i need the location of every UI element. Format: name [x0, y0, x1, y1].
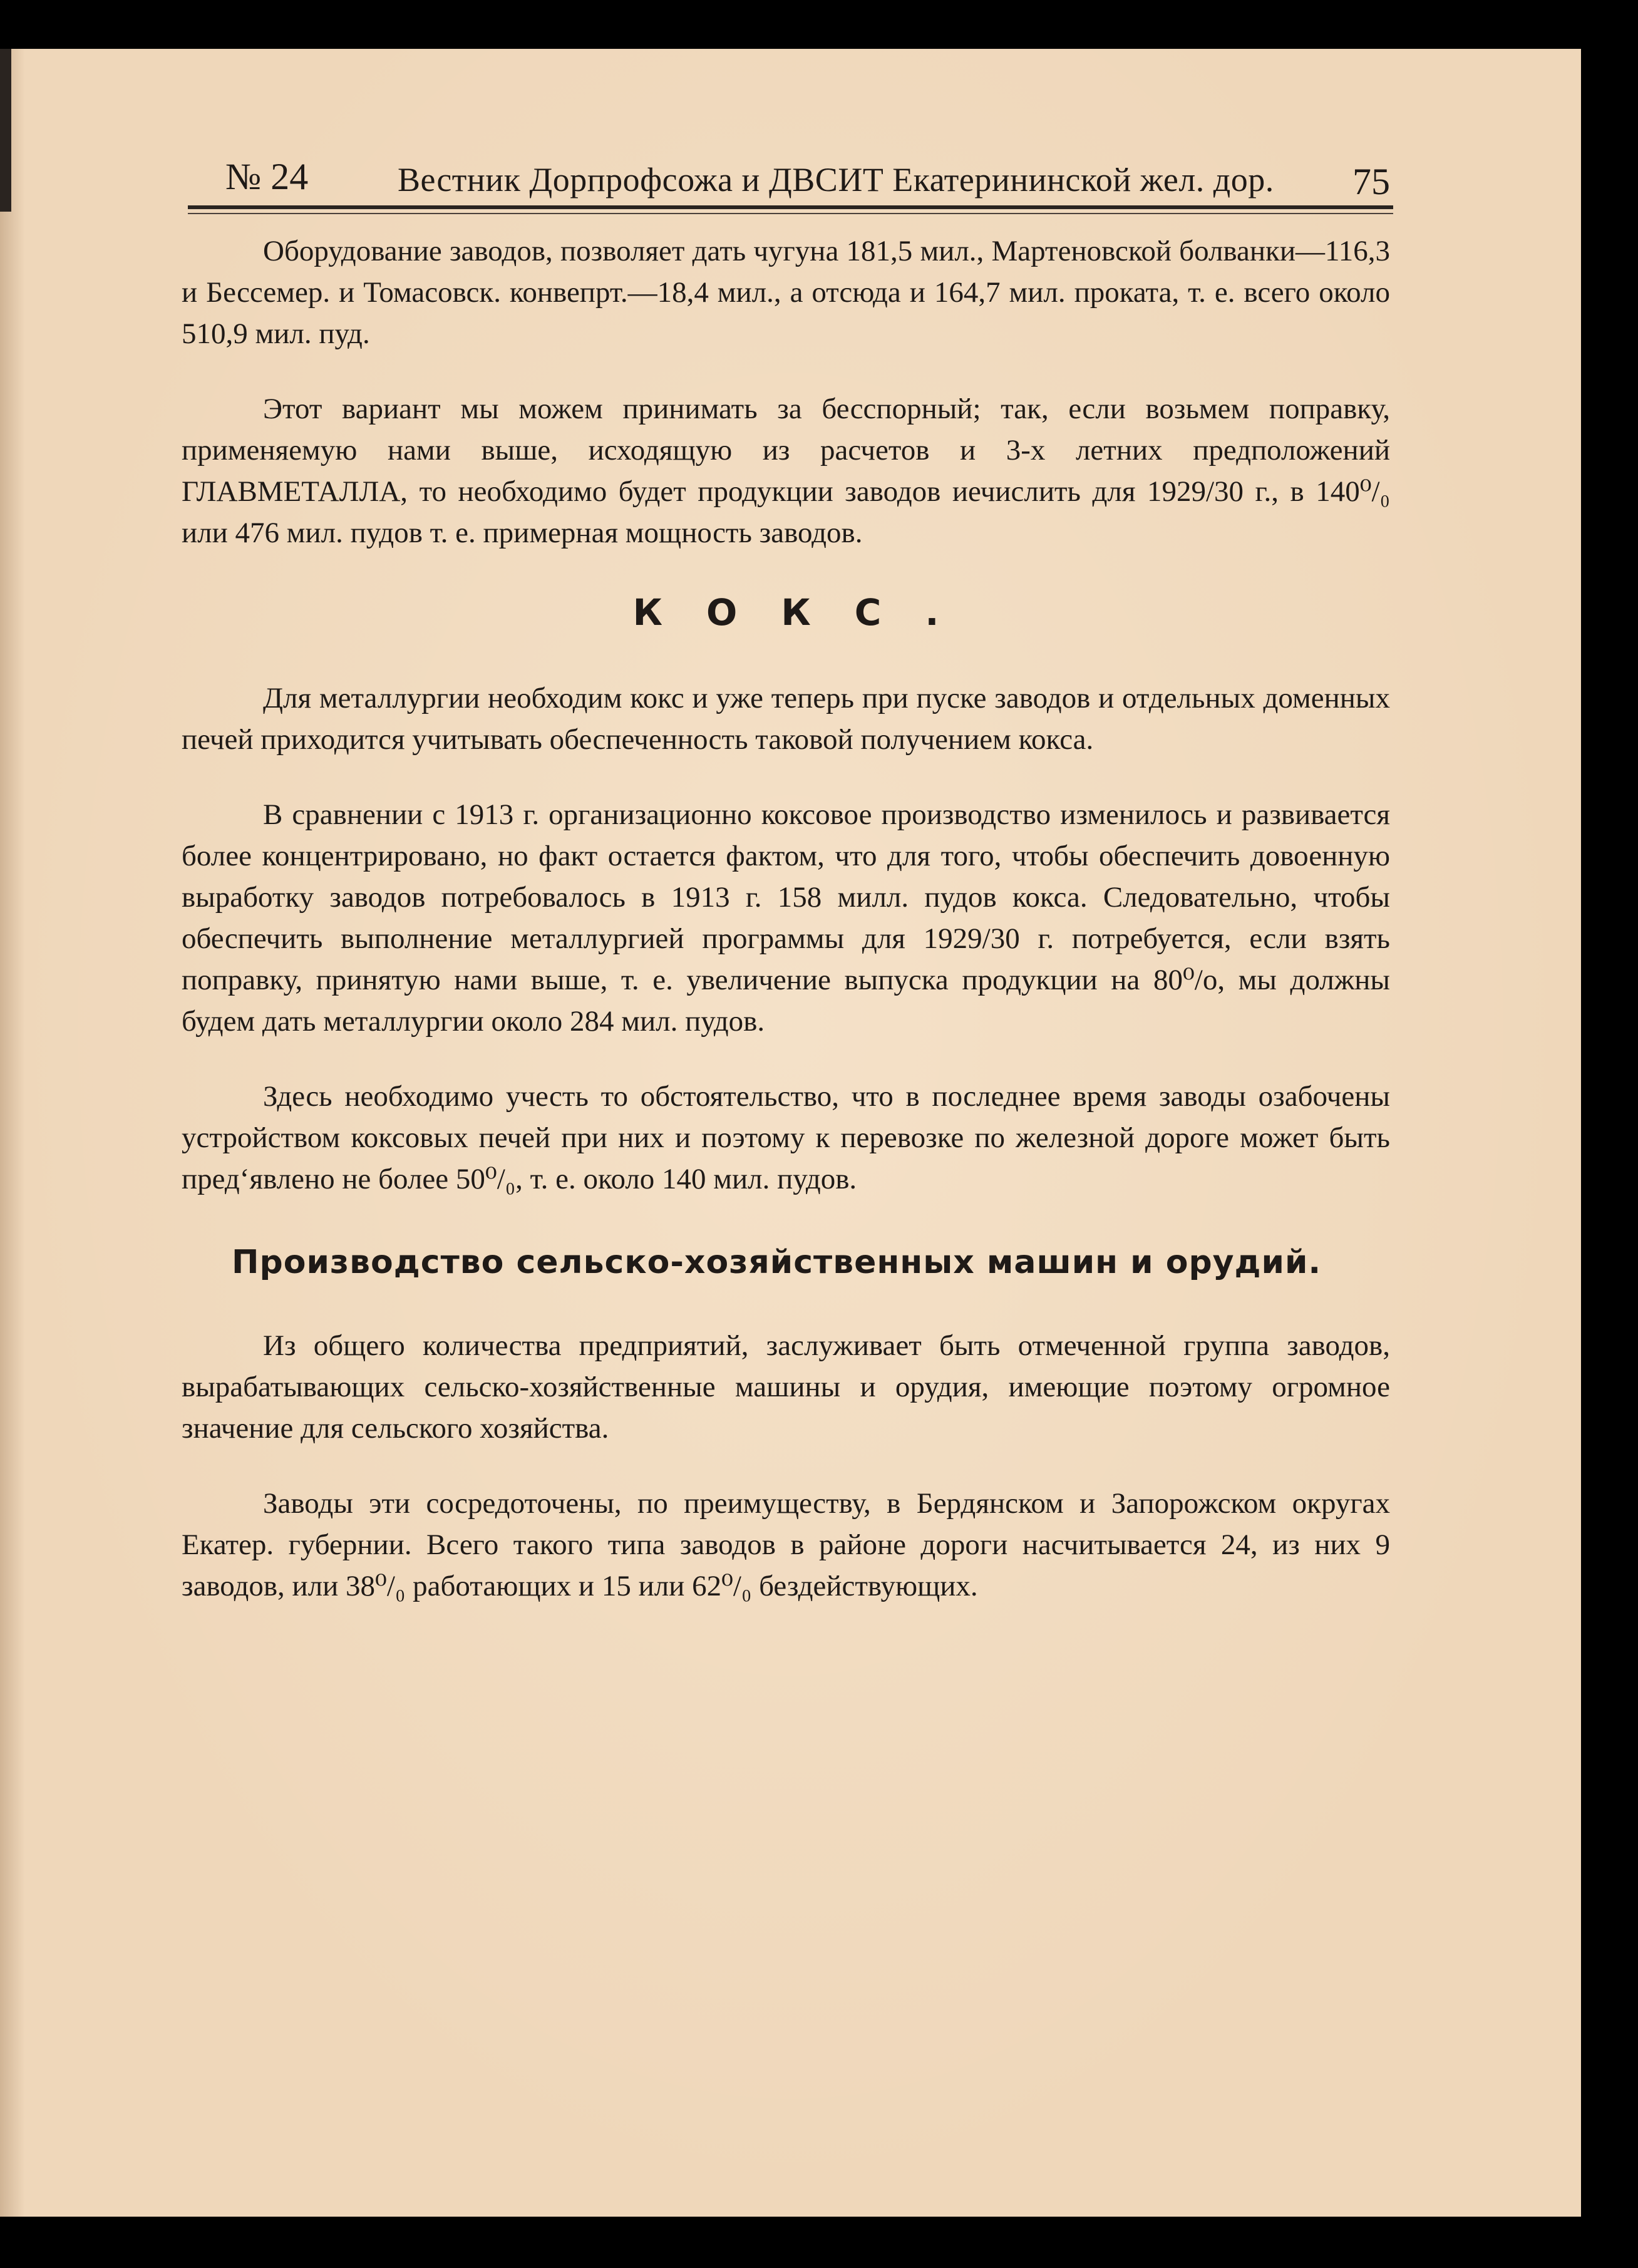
page-number: 75 [1352, 161, 1390, 202]
article-body [182, 230, 1390, 1641]
document-page [0, 49, 1581, 2217]
journal-title: Вестник Дорпрофсожа и ДВСИТ Екатерининской жел. дор. [398, 161, 1274, 198]
issue-number: № 24 [225, 156, 309, 197]
paragraph: Этот вариант мы можем принимать за бесспорный; так, если возьмем поправку, применяемую нами выше, исходящую из расчетов и 3-х летних предположений ГЛАВМЕТАЛЛА, то необходимо будет продукции заводов иечислить для 1929/30 г., в 140⁰/₀ или 476 мил. пудов т. е. примерная мощность заводов. [182, 393, 1390, 549]
page-edge-shadow [0, 49, 11, 212]
paragraph: Для металлургии необходим кокс и уже теперь при пуске заводов и отдельных доменных печей приходится учитывать обеспеченность таковой получением кокса. [182, 682, 1390, 756]
paragraph: Из общего количества предприятий, заслуживает быть отмеченной группа заводов, вырабатывающих сельско-хозяйственные машины и орудия, имеющие поэтому огромное значение для сельского хозяйства. [182, 1329, 1390, 1445]
section-heading-koks: КОКС. [632, 591, 983, 634]
paragraph: Заводы эти сосредоточены, по преимуществу, в Бердянском и Запорожском округах Екатер. губернии. Всего такого типа заводов в районе дороги насчитывается 24, из них 9 заводов, или 38⁰/₀ работающих и 15 или 62⁰/₀ бездействующих. [182, 1487, 1390, 1602]
header-rule [188, 205, 1393, 209]
section-heading-agri: Производство сельско-хозяйственных машин и орудий. [232, 1244, 1322, 1281]
running-header [188, 155, 1390, 205]
paragraph: Оборудование заводов, позволяет дать чугуна 181,5 мил., Мартеновской болванки—116,3 и Бессемер. и Томасовск. конвепрт.—18,4 мил., а отсюда и 164,7 мил. проката, т. е. всего около 510,9 мил. пуд. [182, 235, 1390, 350]
paragraph: В сравнении с 1913 г. организационно коксовое производство изменилось и развивается более концентрировано, но факт остается фактом, что для того, чтобы обеспечить довоенную выработку заводов потребовалось в 1913 г. 158 милл. пудов кокса. Следовательно, чтобы обеспечить выполнение металлургией программы для 1929/30 г. потребуется, если взять поправку, принятую нами выше, т. е. увеличение выпуска продукции на 80⁰/о, мы должны будем дать металлургии около 284 мил. пудов. [182, 798, 1390, 1038]
paragraph: Здесь необходимо учесть то обстоятельство, что в последнее время заводы озабочены устройством коксовых печей при них и поэтому к перевозке по железной дороге может быть пред‘явлено не более 50⁰/₀, т. е. около 140 мил. пудов. [182, 1080, 1390, 1195]
header-rule-thin [188, 213, 1393, 214]
